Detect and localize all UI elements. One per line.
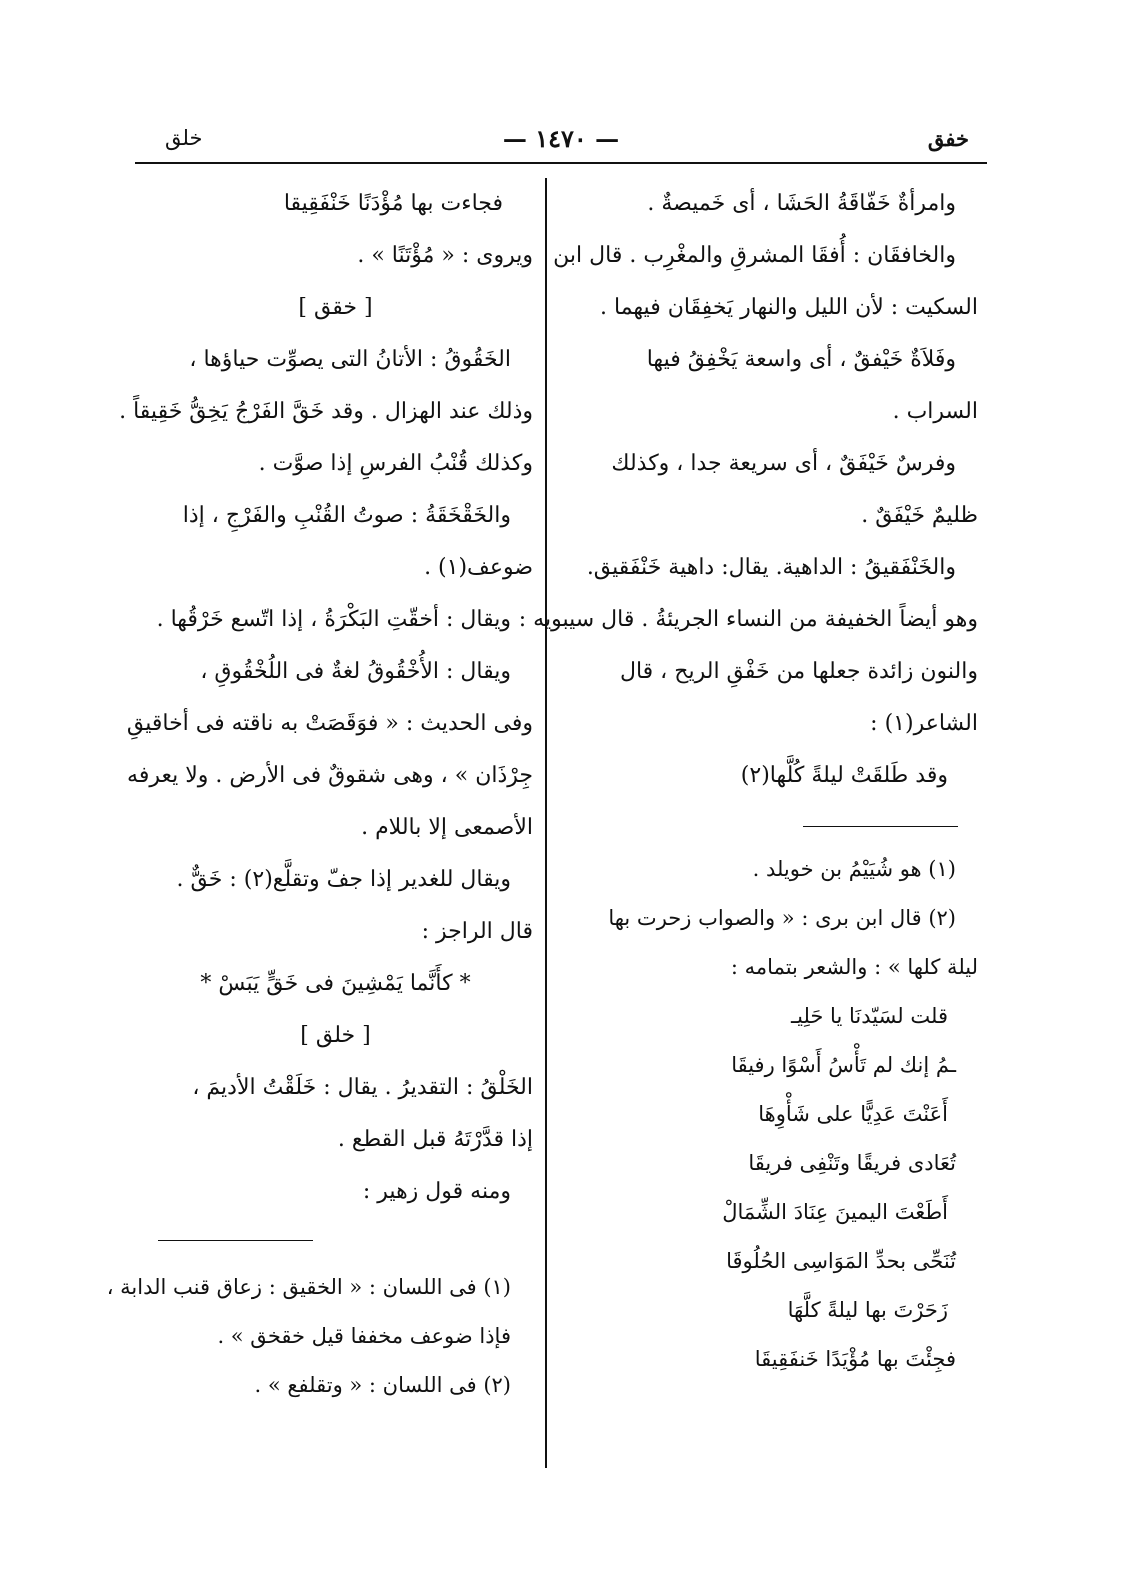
footnotes — [106, 1263, 533, 1410]
section-heading: [ خلق ] — [300, 1023, 371, 1048]
entry-line: وكذلك قُنْبُ الفرسِ إذا صوَّت . — [258, 451, 533, 476]
page-header — [135, 122, 987, 164]
section-heading: [ خقق ] — [298, 295, 373, 320]
entry-line: الأصمعى إلا باللام . — [361, 815, 533, 840]
verse-line: زَحَرْتَ بها ليلةً كلَّهَا — [787, 1298, 948, 1322]
verse-line: وقد طَلقَتْ ليلةً كُلَّها(٢) — [740, 763, 948, 788]
entry-line: وهو أيضاً الخفيفة من النساء الجريئةُ . قال سيبويه : — [518, 607, 978, 632]
entry-line: وفرسٌ خَيْفَقٌ ، أى سريعة جدا ، وكذلك — [611, 451, 956, 476]
entry-line: والنون زائدة جعلها من خَفْقِ الريح ، قال — [619, 659, 978, 684]
verse-line: فجاءت بها مُؤْدَنًا خَنْفَقِيقا — [283, 191, 503, 216]
footnote-line: ليلة كلها » : والشعر بتمامه : — [730, 955, 978, 979]
verse-line: أَعَنْتَ عَدِيًّا على شَأْوِهَا — [758, 1102, 948, 1126]
entry-line: وذلك عند الهزال . وقد خَقَّ الفَرْجُ يَخِقُّ خَقِيقاً . — [119, 399, 533, 424]
verse-line: * كأَنَّما يَمْشِينَ فى خَقٍّ يَبَسْ * — [200, 971, 471, 996]
entry-line: إذا قدَّرْتَهُ قبل القطع . — [337, 1127, 533, 1152]
right-column — [518, 178, 978, 1384]
verse-line: فجِئْتَ بها مُؤْيَدًا خَنفَقِيقَا — [754, 1347, 956, 1371]
entry-line: والخَنْفَقيقُ : الداهية. يقال: داهية خَنْفَقيق. — [586, 555, 956, 580]
entry-line: ضوعف(١) . — [424, 555, 533, 580]
entry-line: السراب . — [892, 399, 978, 424]
entry-line: والخافقَان : أُفقَا المشرقِ والمغْرِب . قال ابن — [553, 243, 956, 268]
verse-line: ـمُ إنك لم تَأْسُ أَسْوًا رفيقَا — [731, 1053, 956, 1077]
entry-line: ومنه قول زهير : — [362, 1179, 511, 1204]
entry-line: الخَلْقُ : التقديرُ . يقال : خَلَقْتُ الأديمَ ، — [192, 1075, 533, 1100]
verse-line: تُعَادى فريقًا وتَنْفِى فريقَا — [748, 1151, 956, 1175]
entry-line: الشاعر(١) : — [870, 711, 978, 736]
entry-line: وفى الحديث : « فوَقَصَتْ به ناقته فى أخاقيقِ — [126, 711, 533, 736]
footnote-rule — [158, 1240, 313, 1241]
header-rule — [135, 162, 987, 164]
footnotes — [570, 845, 978, 1384]
verse-line: قلت لسَيّدنَا يا حَلِيـ — [790, 1004, 948, 1028]
entry-line: ظليمٌ خَيْفَقٌ . — [861, 503, 978, 528]
verse-line: أَطَعْتَ اليمينَ عِنَادَ الشِّمَالْ — [722, 1200, 948, 1224]
footnote-line: (٢) قال ابن برى : « والصواب زحرت بها — [608, 906, 956, 930]
entry-line: وامرأةٌ خَفّاقَةُ الحَشَا ، أى خَميصةٌ . — [647, 191, 956, 216]
entry-line: الخَقُوقُ : الأتانُ التى يصوِّت حياؤها ، — [189, 347, 511, 372]
column-divider — [545, 178, 547, 1468]
header-left-word: خلق — [165, 126, 203, 150]
left-column — [106, 178, 533, 1410]
entry-line: جِرْذَان » ، وهى شقوقٌ فى الأرض . ولا يعرفه — [127, 763, 533, 788]
entry-line: السكيت : لأن الليل والنهار يَخفِقَان فيهما . — [600, 295, 978, 320]
footnote-line: (١) فى اللسان : « الخقيق : زعاق قنب الدابة ، — [106, 1275, 511, 1299]
page-number: — ١٤٧٠ — — [502, 124, 620, 153]
entry-line: ويقال : الأُخْقُوقُ لغةٌ فى اللُخْقُوقِ ، — [200, 659, 511, 684]
footnote-line: فإذا ضوعف مخففا قيل خقخق » . — [217, 1324, 511, 1348]
footnote-line: (١) هو شُيَيْمُ بن خويلد . — [752, 857, 956, 881]
entry-line: ويقال للغدير إذا جفّ وتقلَّع(٢) : خَقٌّ . — [176, 867, 511, 892]
footnote-line: (٢) فى اللسان : « وتقلفع » . — [254, 1373, 511, 1397]
header-right-word: خفق — [927, 126, 969, 151]
entry-line: والخَقْخَقَةُ : صوتُ القُنْبِ والفَرْجِ ، إذا — [182, 503, 511, 528]
entry-line: قال الراجز : — [421, 919, 533, 944]
entry-line: ويروى : « مُؤْتَنًا » . — [357, 243, 533, 268]
entry-line: وفَلاَةٌ خَيْفقٌ ، أى واسعة يَخْفِقُ فيها — [646, 347, 956, 372]
verse-line: تُنَحِّى بحدِّ المَوَاسِى الحُلُوقَا — [726, 1249, 956, 1273]
footnote-rule — [803, 826, 958, 827]
entry-line: ويقال : أخقّتِ البَكْرَةُ ، إذا اتّسع خَرْقُها . — [156, 607, 511, 632]
